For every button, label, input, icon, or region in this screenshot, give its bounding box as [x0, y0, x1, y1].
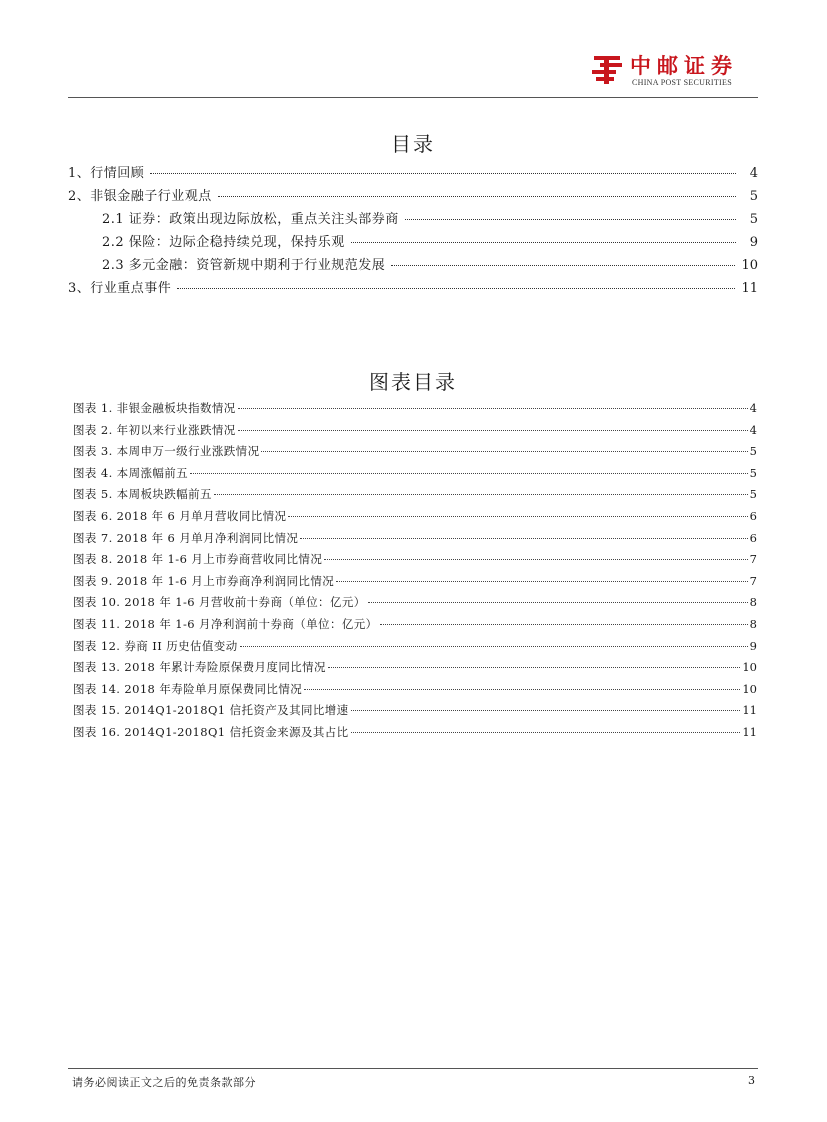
dot-leader	[336, 580, 748, 582]
figure-entry-title: 图表 6. 2018 年 6 月单月营收同比情况	[73, 508, 287, 523]
figure-entry[interactable]	[73, 594, 757, 616]
toc-entry-title: 2、非银金融子行业观点	[68, 189, 212, 204]
dot-leader	[304, 688, 740, 690]
toc-title: 目录	[391, 132, 435, 156]
table-of-contents	[68, 162, 758, 300]
figure-entry[interactable]	[73, 724, 757, 746]
page-number: 3	[748, 1074, 755, 1087]
toc-entry-page: 5	[749, 189, 758, 204]
figure-entry-page: 7	[749, 573, 757, 588]
dot-leader	[368, 601, 748, 603]
figure-entry-page: 6	[749, 508, 757, 523]
dot-leader	[324, 558, 747, 560]
figure-entry-title: 图表 11. 2018 年 1-6 月净利润前十券商（单位：亿元）	[73, 616, 378, 631]
figure-entry-title: 图表 15. 2014Q1-2018Q1 信托资产及其同比增速	[73, 703, 349, 718]
toc-entry-page: 11	[741, 281, 758, 296]
figure-entry[interactable]	[73, 638, 757, 660]
dot-leader	[351, 731, 741, 733]
dot-leader	[380, 623, 748, 625]
figure-entry[interactable]	[73, 702, 757, 724]
dot-leader	[238, 429, 748, 431]
dot-leader	[261, 450, 747, 452]
figure-entry-page: 11	[742, 724, 757, 739]
figure-entry-title: 图表 10. 2018 年 1-6 月营收前十券商（单位：亿元）	[73, 595, 366, 610]
company-logo	[590, 50, 750, 90]
dot-leader	[177, 287, 735, 289]
figure-entry-title: 图表 14. 2018 年寿险单月原保费同比情况	[73, 681, 303, 696]
dot-leader	[351, 241, 736, 243]
dot-leader	[391, 264, 735, 266]
figure-entry[interactable]	[73, 400, 757, 422]
dot-leader	[300, 537, 747, 539]
toc-entry[interactable]	[68, 254, 758, 277]
dot-leader	[218, 195, 736, 197]
figure-entry[interactable]	[73, 681, 757, 703]
figure-entry-page: 4	[749, 401, 757, 415]
dot-leader	[214, 493, 748, 495]
figure-list	[73, 400, 757, 746]
figure-entry-title: 图表 13. 2018 年累计寿险原保费月度同比情况	[73, 660, 326, 675]
figure-entry-page: 8	[749, 616, 757, 631]
figure-entry[interactable]	[73, 530, 757, 552]
dot-leader	[405, 218, 736, 220]
dot-leader	[328, 666, 740, 668]
figure-entry[interactable]	[73, 616, 757, 638]
toc-entry-title: 1、行情回顾	[68, 166, 145, 181]
figure-entry-page: 10	[742, 681, 757, 696]
figure-entry-title: 图表 7. 2018 年 6 月单月净利润同比情况	[73, 530, 299, 545]
figure-entry-page: 5	[749, 444, 757, 459]
toc-entry[interactable]	[68, 185, 758, 208]
footer-divider	[68, 1068, 758, 1069]
figure-entry-title: 图表 3. 本周申万一级行业涨跌情况	[73, 444, 260, 459]
figure-entry-page: 5	[749, 487, 757, 502]
toc-entry-page: 9	[749, 235, 758, 250]
figure-entry[interactable]	[73, 486, 757, 508]
page-header	[68, 44, 758, 98]
dot-leader	[351, 709, 741, 711]
dot-leader	[288, 515, 747, 517]
toc-entry-title: 3、行业重点事件	[68, 281, 172, 296]
figure-entry[interactable]	[73, 573, 757, 595]
figure-entry-page: 4	[749, 422, 757, 437]
dot-leader	[150, 172, 736, 174]
figure-entry[interactable]	[73, 508, 757, 530]
figure-entry-page: 10	[742, 660, 757, 675]
toc-entry[interactable]	[68, 162, 758, 185]
figure-entry-page: 7	[749, 552, 757, 567]
header-divider	[68, 97, 758, 98]
dot-leader	[190, 472, 748, 474]
figures-title: 图表目录	[369, 370, 457, 394]
logo-chinese-name: 中邮证券	[630, 54, 738, 78]
figure-entry-title: 图表 5. 本周板块跌幅前五	[73, 487, 212, 502]
figure-entry-page: 5	[749, 465, 757, 480]
figure-entry[interactable]	[73, 551, 757, 573]
toc-entry-title: 2.2 保险：边际企稳持续兑现，保持乐观	[102, 235, 345, 250]
figure-entry-title: 图表 16. 2014Q1-2018Q1 信托资金来源及其占比	[73, 724, 349, 739]
figure-entry-title: 图表 4. 本周涨幅前五	[73, 465, 189, 480]
figure-entry-page: 6	[749, 530, 757, 545]
china-post-logo-icon	[590, 52, 624, 86]
toc-entry-page: 10	[741, 258, 758, 273]
logo-english-name: CHINA POST SECURITIES	[632, 78, 732, 87]
figure-entry[interactable]	[73, 422, 757, 444]
toc-entry-title: 2.3 多元金融：资管新规中期利于行业规范发展	[102, 258, 386, 273]
figure-entry[interactable]	[73, 465, 757, 487]
figure-entry-page: 9	[749, 638, 757, 653]
toc-entry-title: 2.1 证券：政策出现边际放松，重点关注头部券商	[102, 212, 399, 227]
figure-entry-page: 11	[742, 703, 757, 718]
dot-leader	[240, 645, 748, 647]
figure-entry-title: 图表 9. 2018 年 1-6 月上市券商净利润同比情况	[73, 573, 335, 588]
figure-entry-title: 图表 1. 非银金融板块指数情况	[73, 401, 236, 415]
figure-entry-title: 图表 8. 2018 年 1-6 月上市券商营收同比情况	[73, 552, 323, 567]
figure-entry-title: 图表 2. 年初以来行业涨跌情况	[73, 422, 236, 437]
figure-entry[interactable]	[73, 443, 757, 465]
toc-entry[interactable]	[68, 231, 758, 254]
disclaimer-note: 请务必阅读正文之后的免责条款部分	[72, 1076, 256, 1089]
toc-entry[interactable]	[68, 208, 758, 231]
figure-entry-page: 8	[749, 595, 757, 610]
toc-entry[interactable]	[68, 277, 758, 300]
toc-entry-page: 4	[749, 166, 758, 181]
figure-entry-title: 图表 12. 券商 II 历史估值变动	[73, 638, 238, 653]
dot-leader	[238, 407, 748, 409]
figure-entry[interactable]	[73, 659, 757, 681]
toc-entry-page: 5	[749, 212, 758, 227]
